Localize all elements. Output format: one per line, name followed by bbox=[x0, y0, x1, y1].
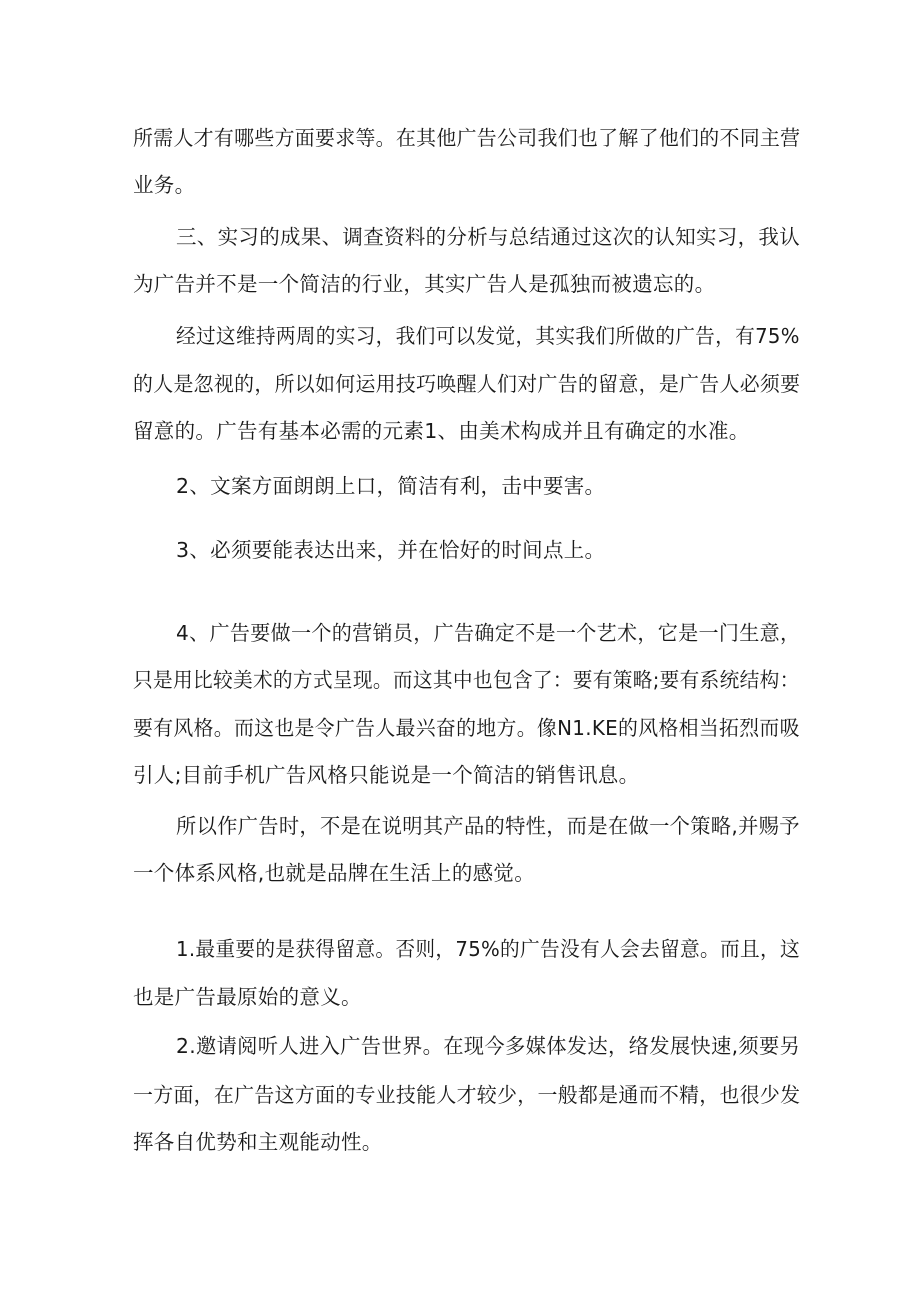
text-line: 也是广告最原始的意义。 bbox=[133, 985, 362, 1009]
text-line: 经过这维持两周的实习，我们可以发觉，其实我们所做的广告，有75% bbox=[176, 324, 800, 348]
text-line: 要有风格。而这也是令广告人最兴奋的地方。像N1.KE的风格相当拓烈而吸 bbox=[133, 716, 800, 740]
text-line: 一个体系风格,也就是品牌在生活上的感觉。 bbox=[133, 861, 536, 885]
text-line: 留意的。广告有基本必需的元素1、由美术构成并且有确定的水准。 bbox=[133, 419, 750, 443]
text-line: 引人;目前手机广告风格只能说是一个简洁的销售讯息。 bbox=[133, 763, 640, 787]
text-line: 挥各自优势和主观能动性。 bbox=[133, 1130, 383, 1154]
text-line: 只是用比较美术的方式呈现。而这其中也包含了：要有策略;要有系统结构： bbox=[133, 668, 800, 692]
text-line: 业务。 bbox=[133, 173, 196, 197]
text-line: 所以作广告时，不是在说明其产品的特性，而是在做一个策略,并赐予 bbox=[176, 814, 800, 838]
text-line: 一方面，在广告这方面的专业技能人才较少，一般都是通而不精，也很少发 bbox=[133, 1083, 801, 1107]
text-line: 所需人才有哪些方面要求等。在其他广告公司我们也了解了他们的不同主营 bbox=[133, 126, 801, 150]
text-line: 2、文案方面朗朗上口，简洁有利，击中要害。 bbox=[176, 474, 606, 498]
text-line: 1.最重要的是获得留意。否则，75%的广告没有人会去留意。而且，这 bbox=[176, 937, 801, 961]
text-line: 2.邀请阅听人进入广告世界。在现今多媒体发达，络发展快速,须要另 bbox=[176, 1034, 801, 1058]
text-line: 4、广告要做一个的营销员，广告确定不是一个艺术，它是一门生意， bbox=[176, 621, 801, 645]
text-line: 为广告并不是一个简洁的行业，其实广告人是孤独而被遗忘的。 bbox=[133, 272, 716, 296]
text-line: 3、必须要能表达出来，并在恰好的时间点上。 bbox=[176, 538, 606, 562]
text-line: 三、实习的成果、调查资料的分析与总结通过这次的认知实习，我认 bbox=[176, 225, 800, 249]
text-line: 的人是忽视的，所以如何运用技巧唤醒人们对广告的留意，是广告人必须要 bbox=[133, 372, 801, 396]
